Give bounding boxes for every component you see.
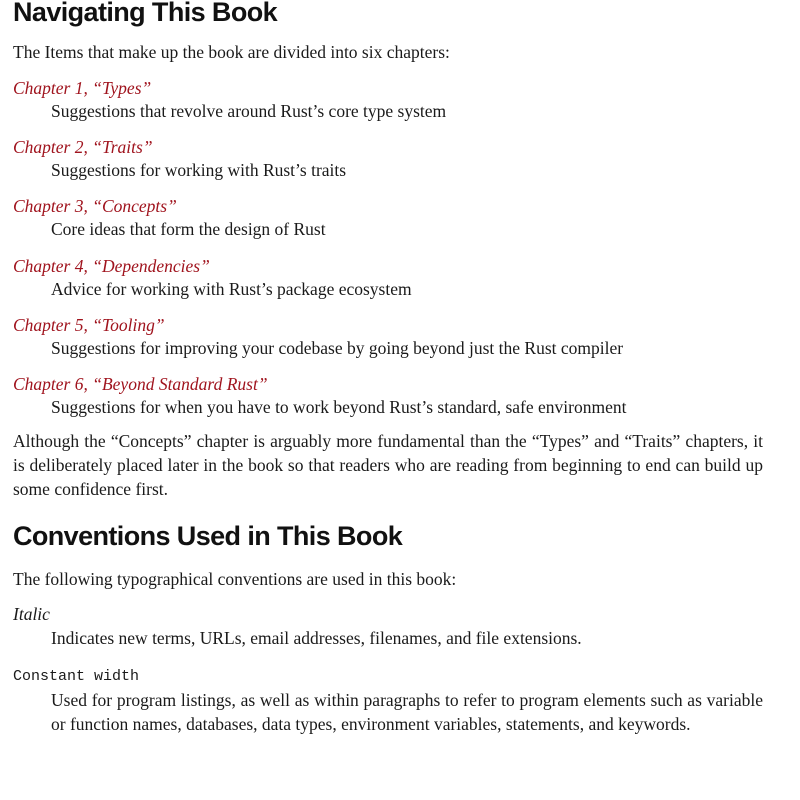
chapter-entry-3 <box>13 195 763 254</box>
chapter-desc-2: Suggestions for working with Rust’s traits <box>51 160 347 181</box>
chapter-desc-1: Suggestions that revolve around Rust’s core type system <box>51 101 447 121</box>
section-heading-navigating: Navigating This Book <box>13 0 278 27</box>
convention-entry-italic <box>13 603 763 665</box>
chapter-entry-1 <box>13 77 763 136</box>
chapter-link-3[interactable]: Chapter 3, “Concepts” <box>13 196 177 217</box>
chapter-entry-4 <box>13 255 763 314</box>
chapter-list <box>13 77 763 432</box>
convention-desc-constant-width: Used for program listings, as well as within paragraphs to refer to program elements such as variable or function names, databases, data types, environment variables, statements, and keywords. <box>51 690 763 734</box>
conventions-list <box>13 603 763 736</box>
convention-term-italic: Italic <box>13 604 50 624</box>
chapter-link-5[interactable]: Chapter 5, “Tooling” <box>13 314 165 335</box>
chapter-entry-6 <box>13 373 763 432</box>
conventions-intro: The following typographical conventions are used in this book: <box>13 569 457 589</box>
convention-entry-constant-width <box>13 665 763 736</box>
navigating-intro: The Items that make up the book are divided into six chapters: <box>13 42 450 62</box>
concepts-paragraph: Although the “Concepts” chapter is arguably more fundamental than the “Types” and “Traits” chapters, it is deliberately placed later in the book so that readers who are reading from beginning to end can build up some confidence first. <box>13 431 763 499</box>
chapter-entry-2 <box>13 136 763 195</box>
section-heading-conventions: Conventions Used in This Book <box>13 521 403 551</box>
chapter-desc-6: Suggestions for when you have to work beyond Rust’s standard, safe environment <box>51 396 627 417</box>
chapter-desc-4: Advice for working with Rust’s package ecosystem <box>51 278 412 299</box>
chapter-entry-5 <box>13 314 763 373</box>
chapter-link-4[interactable]: Chapter 4, “Dependencies” <box>13 255 210 276</box>
chapter-link-1[interactable]: Chapter 1, “Types” <box>13 78 152 98</box>
chapter-desc-5: Suggestions for improving your codebase by going beyond just the Rust compiler <box>51 337 624 358</box>
chapter-link-2[interactable]: Chapter 2, “Traits” <box>13 137 153 158</box>
convention-desc-italic: Indicates new terms, URLs, email addresses, filenames, and file extensions. <box>51 628 582 648</box>
chapter-link-6[interactable]: Chapter 6, “Beyond Standard Rust” <box>13 373 268 394</box>
chapter-desc-3: Core ideas that form the design of Rust <box>51 219 326 240</box>
convention-term-constant-width: Constant width <box>13 668 140 685</box>
